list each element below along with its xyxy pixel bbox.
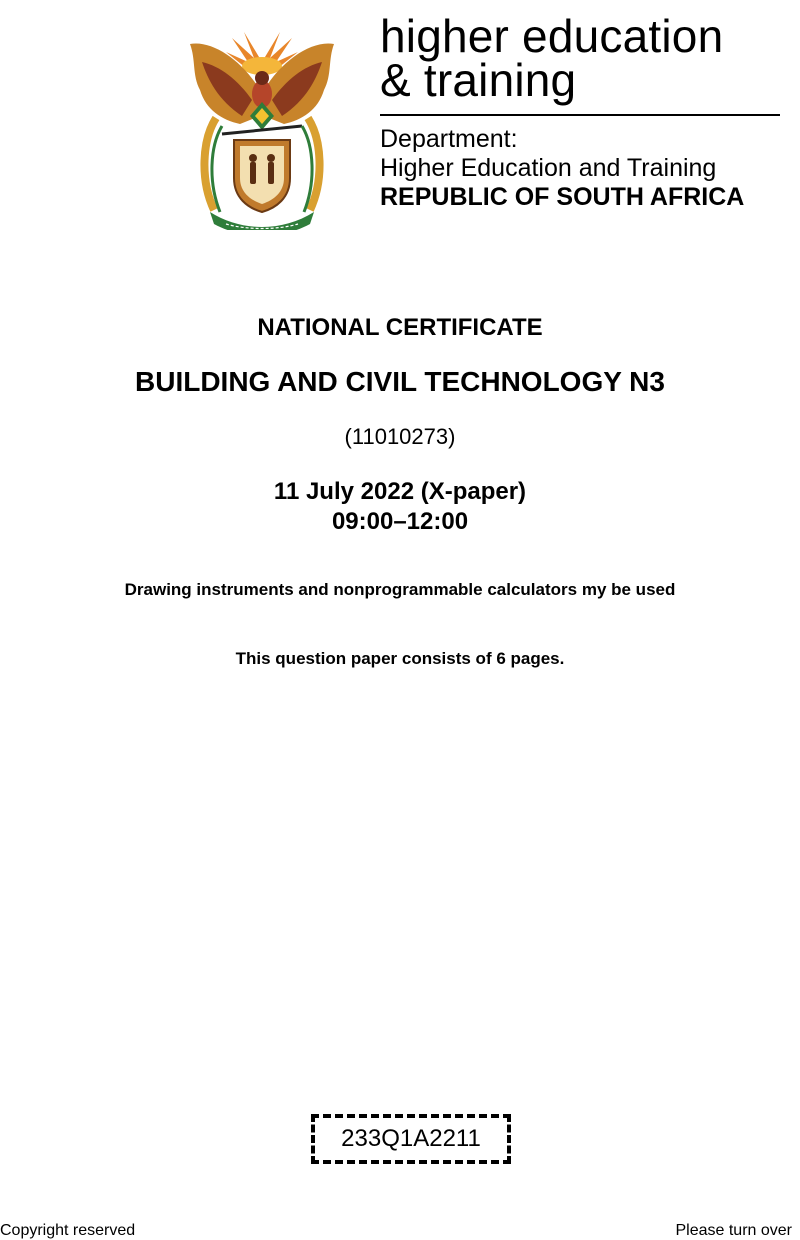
department-brand [380,10,782,212]
country-name: REPUBLIC OF SOUTH AFRICA [380,183,745,211]
brand-line-1: higher education [380,10,724,62]
footer-turn-over: Please turn over [675,1222,792,1239]
subject-title: BUILDING AND CIVIL TECHNOLOGY N3 [135,366,665,397]
certificate-title: NATIONAL CERTIFICATE [257,314,543,341]
department-label: Department: [380,125,518,153]
brand-line-2: & training [380,54,577,106]
pages-note: This question paper consists of 6 pages. [235,649,565,668]
department-name: Higher Education and Training [380,154,717,182]
paper-code: 233Q1A2211 [341,1125,481,1152]
coat-of-arms-icon [182,20,342,230]
instructions: Drawing instruments and nonprogrammable calculators my be used [124,580,676,599]
footer-copyright: Copyright reserved [0,1222,136,1239]
paper-code-box [311,1114,511,1164]
subject-code: (11010273) [344,424,456,449]
exam-date: 11 July 2022 (X-paper) [273,478,527,505]
exam-time: 09:00–12:00 [331,508,469,535]
brand-divider [380,114,780,116]
